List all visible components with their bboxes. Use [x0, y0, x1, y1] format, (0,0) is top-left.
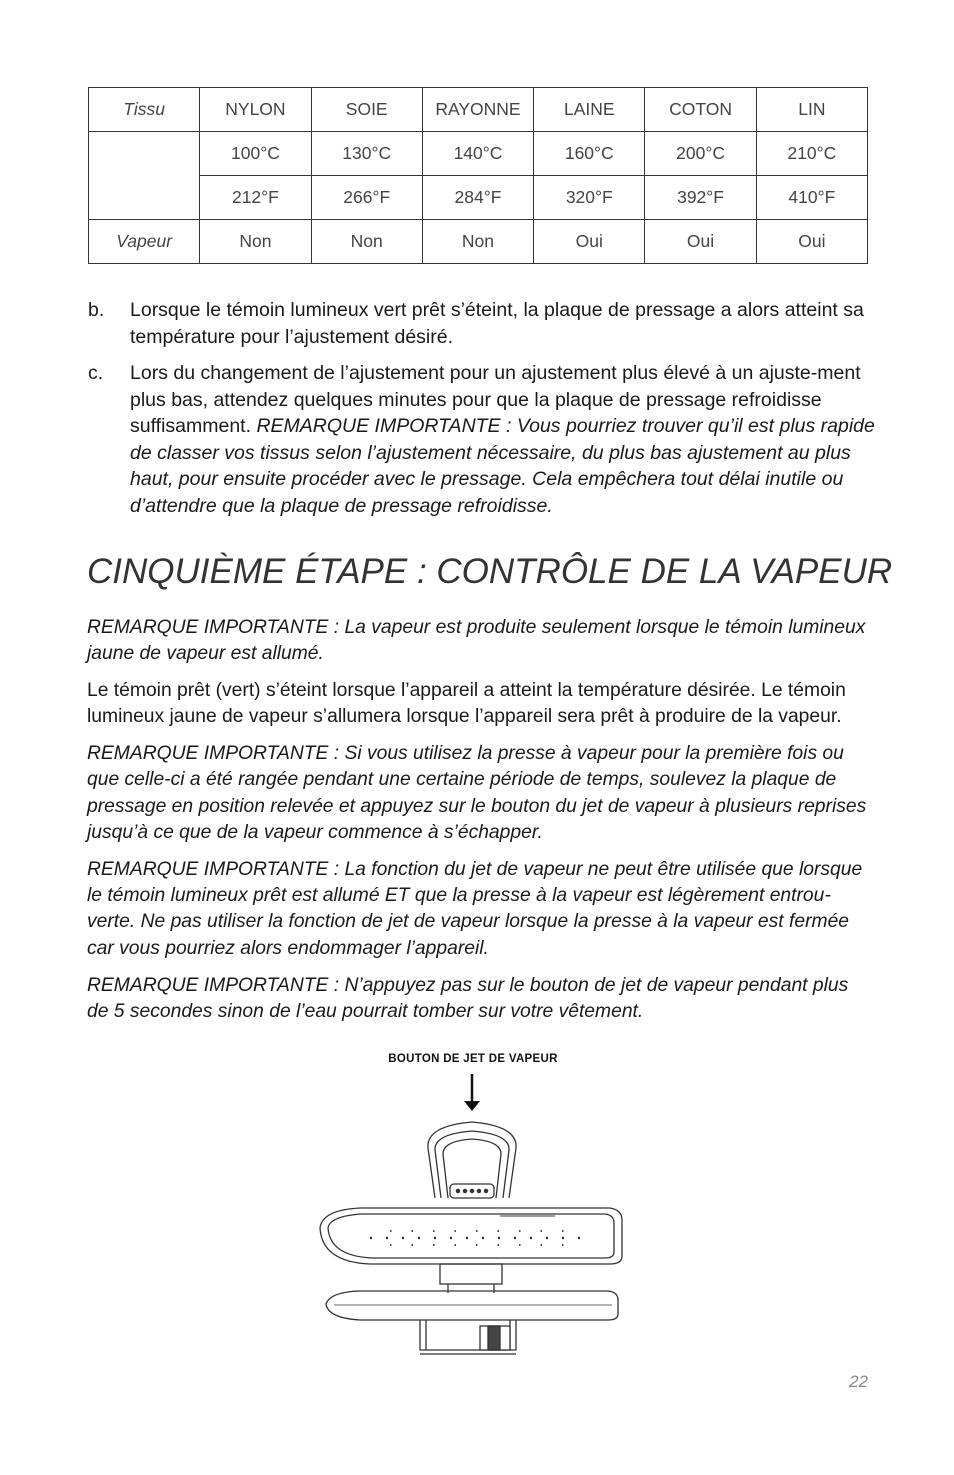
table-cell: 392°F: [645, 176, 756, 220]
table-cell: 284°F: [422, 176, 533, 220]
table-row-celsius: [89, 132, 868, 176]
base-drawing: [420, 1320, 516, 1354]
list-item-text: Lorsque le témoin lumineux vert prêt s’éteint, la plaque de pressage a alors atteint sa température pour l’ajustement désiré.: [130, 299, 864, 348]
table-cell: 212°F: [200, 176, 311, 220]
important-note: REMARQUE IMPORTANTE : La fonction du jet de vapeur ne peut être utilisée que lorsque le témoin lumineux prêt est allumé ET que la presse à la vapeur est légèrement entrou-verte. Ne pas utiliser la fonction de jet de vapeur lorsque la presse à la vapeur est fermée car vous pourriez alors endommager l’appareil.: [87, 858, 863, 959]
table-header-cell: NYLON: [200, 88, 311, 132]
important-note: REMARQUE IMPORTANTE : N’appuyez pas sur le bouton de jet de vapeur pendant plus de 5 secondes sinon de l’eau pourrait tomber sur votre vêtement.: [87, 974, 849, 1022]
table-cell: Non: [311, 220, 422, 264]
list-marker: b.: [88, 299, 105, 321]
section-body: [87, 615, 872, 1036]
lower-plate-drawing: [326, 1291, 618, 1320]
paragraph: Le témoin prêt (vert) s’éteint lorsque l’appareil a atteint la température désirée. Le témoin lumineux jaune de vapeur s’allumera lorsque l’appareil sera prêt à produire de la vapeur.: [87, 680, 846, 728]
steam-press-diagram: [300, 1048, 640, 1368]
table-cell: Oui: [645, 220, 756, 264]
table-cell: Oui: [756, 220, 867, 264]
list-item: [88, 360, 878, 519]
page-number: 22: [849, 1372, 868, 1391]
list-marker: c.: [88, 362, 104, 384]
table-header-cell: RAYONNE: [422, 88, 533, 132]
table-header-cell: LIN: [756, 88, 867, 132]
table-header-cell: SOIE: [311, 88, 422, 132]
table-cell: 410°F: [756, 176, 867, 220]
handle-drawing: [428, 1122, 516, 1198]
table-cell: Non: [200, 220, 311, 264]
table-cell: 210°C: [756, 132, 867, 176]
list-item-text: Lors du changement de l’ajustement pour un ajustement plus élevé à un ajuste-ment plus bas, attendez quelques minutes pour que la plaque de pressage refroidisse suffisamment.: [130, 362, 861, 437]
arrow-down-icon: [464, 1074, 480, 1111]
section-title: CINQUIÈME ÉTAPE : CONTRÔLE DE LA VAPEUR: [87, 552, 893, 591]
table-cell: 266°F: [311, 176, 422, 220]
table-row-label: Vapeur: [89, 220, 200, 264]
upper-plate-drawing: [320, 1208, 622, 1264]
steam-press-illustration: [300, 1048, 640, 1368]
table-header-cell: COTON: [645, 88, 756, 132]
important-note: REMARQUE IMPORTANTE : Vous pourriez trouver qu’il est plus rapide de classer vos tissus selon l’ajustement nécessaire, du plus bas ajustement au plus haut, pour ensuite procéder avec le pressage. Cela empêchera tout délai inutile ou d’attendre que la plaque de pressage refroidisse.: [130, 415, 875, 517]
table-row-steam: [89, 220, 868, 264]
neck-drawing: [440, 1264, 502, 1293]
table-header-cell: LAINE: [534, 88, 645, 132]
table-cell: 200°C: [645, 132, 756, 176]
table-cell: 160°C: [534, 132, 645, 176]
table-cell: 320°F: [534, 176, 645, 220]
instruction-list: [88, 297, 878, 529]
table-cell: 140°C: [422, 132, 533, 176]
table-cell: Non: [422, 220, 533, 264]
diagram-label: BOUTON DE JET DE VAPEUR: [388, 1053, 558, 1065]
table-cell: Oui: [534, 220, 645, 264]
table-row-fahrenheit: [89, 176, 868, 220]
table-cell: 130°C: [311, 132, 422, 176]
list-item: [88, 297, 878, 350]
important-note: REMARQUE IMPORTANTE : Si vous utilisez la presse à vapeur pour la première fois ou que celle-ci a été rangée pendant une certaine période de temps, soulevez la plaque de pressage en position relevée et appuyez sur le bouton du jet de vapeur à plusieurs reprises jusqu’à ce que de la vapeur commence à s’échapper.: [87, 743, 867, 844]
table-cell: 100°C: [200, 132, 311, 176]
table-header-cell: Tissu: [89, 88, 200, 132]
table-header-row: [89, 88, 868, 132]
fabric-temperature-table: [88, 87, 868, 264]
table-empty-cell: [89, 132, 200, 220]
important-note: REMARQUE IMPORTANTE : La vapeur est produite seulement lorsque le témoin lumineux jaune de vapeur est allumé.: [87, 617, 866, 665]
